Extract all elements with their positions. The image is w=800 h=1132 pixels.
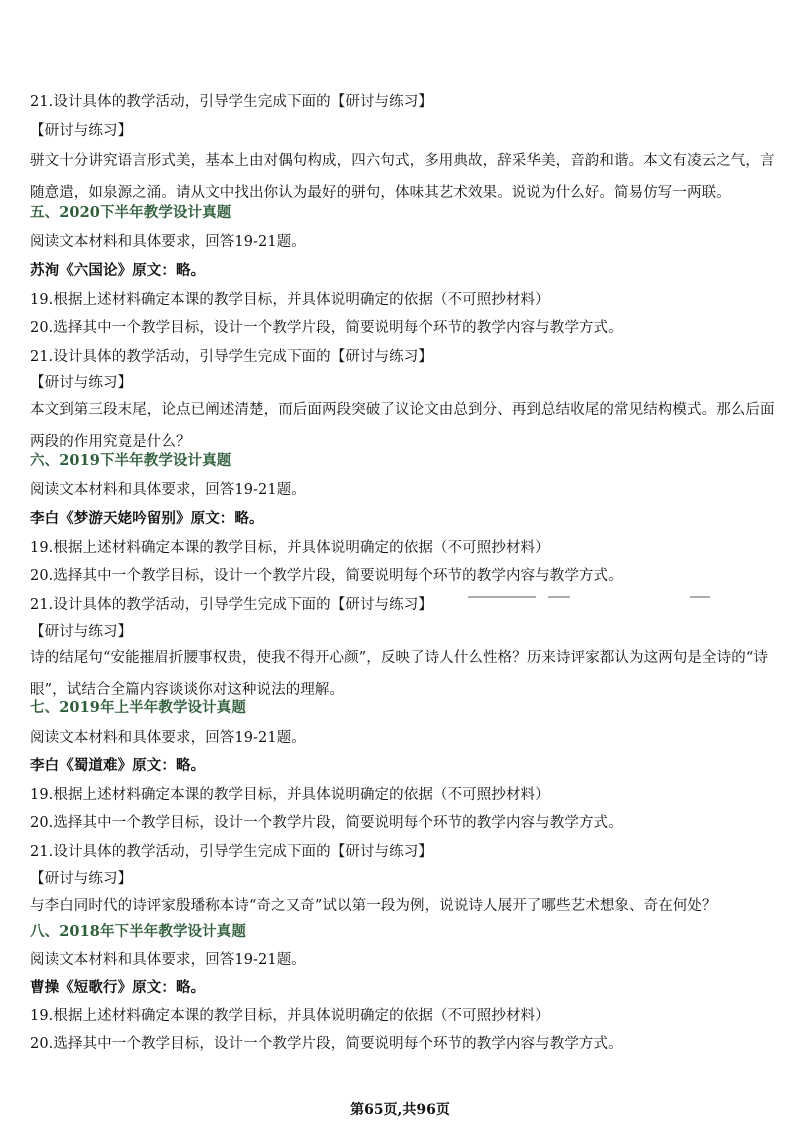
instruction-line: 阅读文本材料和具体要求，回答19-21题。 <box>30 952 306 968</box>
question-19-line: 19.根据上述材料确定本课的教学目标，并具体说明确定的依据（不可照抄材料） <box>30 540 550 556</box>
section-heading-6: 六、2019下半年教学设计真题 <box>30 452 232 469</box>
question-20-line: 20.选择其中一个教学目标，设计一个教学片段，简要说明每个环节的教学内容与教学方式。 <box>30 1036 623 1052</box>
question-21-line: 21.设计具体的教学活动，引导学生完成下面的【研讨与练习】 <box>30 844 433 860</box>
scan-artifact <box>548 596 570 598</box>
exercise-text: 诗的结尾句“安能摧眉折腰事权贵，使我不得开心颜”，反映了诗人什么性格？历来诗评家都认为这两句是全诗的“诗眼”，试结合全篇内容谈谈你对这种说法的理解。 <box>30 650 768 698</box>
exercise-label: 【研讨与练习】 <box>30 871 133 887</box>
question-21-line: 21.设计具体的教学活动，引导学生完成下面的【研讨与练习】 <box>30 349 433 365</box>
section-heading-5: 五、2020下半年教学设计真题 <box>30 204 232 221</box>
instruction-line: 阅读文本材料和具体要求，回答19-21题。 <box>30 730 306 746</box>
scan-artifact <box>468 596 536 598</box>
question-19-line: 19.根据上述材料确定本课的教学目标，并具体说明确定的依据（不可照抄材料） <box>30 787 550 803</box>
source-text-line: 曹操《短歌行》原文：略。 <box>30 979 206 996</box>
scan-artifact <box>690 596 710 598</box>
section-heading-7: 七、2019年上半年教学设计真题 <box>30 699 246 716</box>
question-21-line: 21.设计具体的教学活动，引导学生完成下面的【研讨与练习】 <box>30 94 433 110</box>
exercise-text: 与李白同时代的诗评家殷璠称本诗“奇之又奇”试以第一段为例，说说诗人展开了哪些艺术想象、奇在何处？ <box>30 898 717 914</box>
question-21-line: 21.设计具体的教学活动，引导学生完成下面的【研讨与练习】 <box>30 597 433 613</box>
exercise-label: 【研讨与练习】 <box>30 123 133 139</box>
instruction-line: 阅读文本材料和具体要求，回答19-21题。 <box>30 234 306 250</box>
exercise-label: 【研讨与练习】 <box>30 624 133 640</box>
question-19-line: 19.根据上述材料确定本课的教学目标，并具体说明确定的依据（不可照抄材料） <box>30 1008 550 1024</box>
question-20-line: 20.选择其中一个教学目标，设计一个教学片段，简要说明每个环节的教学内容与教学方式。 <box>30 568 623 584</box>
instruction-line: 阅读文本材料和具体要求，回答19-21题。 <box>30 482 306 498</box>
exercise-text: 本文到第三段末尾，论点已阐述清楚，而后面两段突破了议论文由总到分、再到总结收尾的常见结构模式。那么后面两段的作用究竟是什么？ <box>30 402 775 450</box>
source-text-line: 李白《蜀道难》原文：略。 <box>30 757 206 774</box>
exercise-label: 【研讨与练习】 <box>30 375 133 391</box>
section-heading-8: 八、2018年下半年教学设计真题 <box>30 923 246 940</box>
question-19-line: 19.根据上述材料确定本课的教学目标，并具体说明确定的依据（不可照抄材料） <box>30 292 550 308</box>
source-text-line: 苏洵《六国论》原文：略。 <box>30 262 206 279</box>
question-20-line: 20.选择其中一个教学目标，设计一个教学片段，简要说明每个环节的教学内容与教学方式。 <box>30 815 623 831</box>
exercise-text: 骈文十分讲究语言形式美，基本上由对偶句构成，四六句式，多用典故，辞采华美，音韵和谐。本文有凌云之气，言随意遣，如泉源之涌。请从文中找出你认为最好的骈句，体味其艺术效果。说说为什么好。简易仿写一两联。 <box>30 153 775 201</box>
source-text-line: 李白《梦游天姥吟留别》原文：略。 <box>30 510 264 527</box>
page-number-footer: 第65页,共96页 <box>350 1102 450 1118</box>
question-20-line: 20.选择其中一个教学目标，设计一个教学片段，简要说明每个环节的教学内容与教学方式。 <box>30 320 623 336</box>
